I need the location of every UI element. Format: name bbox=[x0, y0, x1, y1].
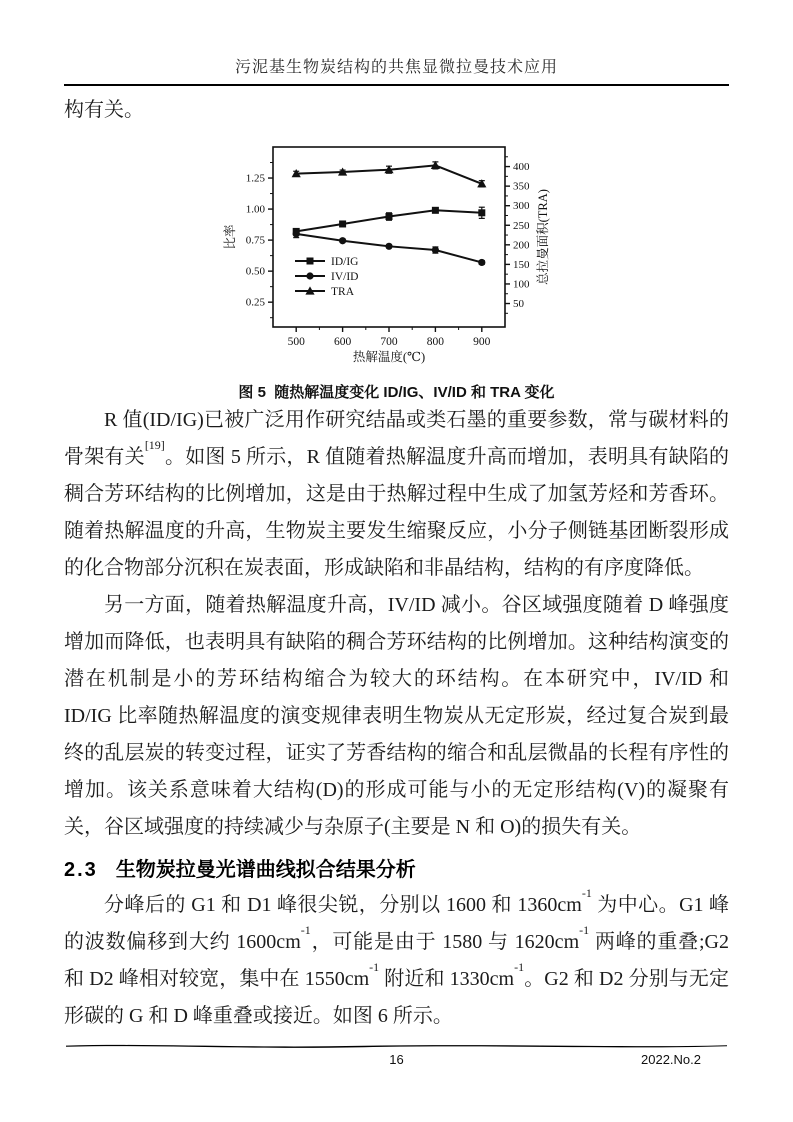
body-paragraphs-after-heading bbox=[64, 887, 729, 1035]
text-run: ，可能是由于 1580 与 1620cm bbox=[310, 931, 580, 953]
superscript: [19] bbox=[144, 437, 165, 452]
series-id-ig-marker bbox=[431, 207, 438, 214]
legend-tra-label: TRA bbox=[330, 286, 354, 298]
left-tick-label: 0.25 bbox=[245, 296, 265, 309]
legend-id-ig-label: ID/IG bbox=[330, 256, 358, 268]
right-tick-label: 100 bbox=[512, 278, 529, 291]
right-tick-label: 400 bbox=[512, 161, 529, 174]
legend-iv-id-label: IV/ID bbox=[330, 271, 358, 283]
x-tick-label: 500 bbox=[287, 336, 305, 348]
paragraph bbox=[64, 887, 729, 1035]
right-tick-label: 350 bbox=[512, 180, 529, 193]
superscript: -1 bbox=[369, 959, 380, 974]
text-run: 分峰后的 G1 和 D1 峰很尖锐，分别以 1600 和 1360cm bbox=[104, 894, 582, 916]
running-header-title: 污泥基生物炭结构的共焦显微拉曼技术应用 bbox=[234, 59, 558, 76]
right-tick-label: 250 bbox=[512, 219, 529, 232]
left-tick-label: 1.00 bbox=[245, 203, 265, 216]
body-paragraphs-before-heading bbox=[64, 402, 729, 846]
legend-iv-id-marker bbox=[306, 272, 313, 279]
text-run: 两峰的重叠;G2 和 D2 峰相对较宽，集中在 1550cm bbox=[64, 931, 729, 990]
y-axis-right-label: 总拉曼面积(TRA) bbox=[535, 189, 550, 285]
right-tick-label: 50 bbox=[512, 298, 524, 311]
paragraph bbox=[64, 402, 729, 587]
paragraph bbox=[64, 587, 729, 846]
x-tick-label: 800 bbox=[426, 336, 444, 348]
y-axis-left-label: 比率 bbox=[222, 224, 237, 250]
page-footer bbox=[64, 1042, 729, 1072]
text-run: R 值(ID/IG)已被广泛用作研究结晶或类石墨的重要参数，常与碳材料的骨架有关 bbox=[64, 409, 729, 468]
line-chart bbox=[221, 135, 573, 373]
section-heading bbox=[64, 853, 729, 882]
right-tick-label: 200 bbox=[512, 239, 529, 252]
superscript: -1 bbox=[300, 922, 311, 937]
page-number: 16 bbox=[389, 1052, 404, 1067]
section-number: 2.3 bbox=[64, 859, 98, 881]
text-run: 。G2 和 D2 分别与无定形碳的 G 和 D 峰重叠或接近。如图 6 所示。 bbox=[64, 968, 729, 1027]
x-tick-label: 900 bbox=[472, 336, 490, 348]
section-title: 生物炭拉曼光谱曲线拟合结果分析 bbox=[115, 859, 416, 881]
right-tick-label: 300 bbox=[512, 200, 529, 213]
text-run: 附近和 1330cm bbox=[379, 968, 515, 990]
series-id-ig-marker bbox=[478, 209, 485, 216]
series-iv-id-marker bbox=[292, 230, 299, 237]
x-tick-label: 600 bbox=[333, 336, 351, 348]
figure-5 bbox=[212, 135, 582, 402]
series-iv-id-marker bbox=[385, 243, 392, 250]
right-tick-label: 150 bbox=[512, 258, 529, 271]
series-iv-id-marker bbox=[431, 246, 438, 253]
x-tick-label: 700 bbox=[379, 336, 398, 348]
left-tick-label: 0.75 bbox=[245, 234, 265, 247]
series-iv-id-marker bbox=[478, 259, 485, 266]
page-content bbox=[64, 92, 729, 1035]
superscript: -1 bbox=[581, 885, 592, 900]
footer-text-row bbox=[64, 1052, 729, 1072]
footer-thick-rule bbox=[64, 1042, 729, 1050]
x-axis-label: 热解温度(℃) bbox=[352, 350, 425, 364]
text-run: 为中心。G1 峰的波数偏移到大约 1600cm bbox=[64, 894, 729, 953]
series-id-ig-marker bbox=[385, 213, 392, 220]
legend-id-ig-marker bbox=[306, 258, 313, 265]
series-iv-id-marker bbox=[339, 237, 346, 244]
superscript: -1 bbox=[579, 922, 590, 937]
figure-caption: 图 5 随热解温度变化 ID/IG、IV/ID 和 TRA 变化 bbox=[238, 384, 555, 401]
text-run: 另一方面，随着热解温度升高，IV/ID 减小。谷区域强度随着 D 峰强度增加而降低，也表明具有缺陷的稠合芳环结构的比例增加。这种结构演变的潜在机制是小的芳环结构缩合为较大的环结构。在本研究中，IV/ID 和 ID/IG 比率随热解温度的演变规律表明生物炭从无定形炭，经过复合炭到最终的乱层炭的转变过程，证实了芳香结构的缩合和乱层微晶的长程有序性的增加。该关系意味着大结构(D)的形成可能与小的无定形结构(V)的凝聚有关，谷区域强度的持续减少与杂原子(主要是 N 和 O)的损失有关。 bbox=[64, 594, 729, 838]
text-run: 。如图 5 所示，R 值随着热解温度升高而增加，表明具有缺陷的稠合芳环结构的比例增加，这是由于热解过程中生成了加氢芳烃和芳香环。随着热解温度的升高，生物炭主要发生缩聚反应，小分子侧链基团断裂形成的化合物部分沉积在炭表面，形成缺陷和非晶结构，结构的有序度降低。 bbox=[64, 446, 730, 579]
header-rule bbox=[64, 84, 729, 86]
left-tick-label: 1.25 bbox=[245, 172, 265, 185]
series-id-ig-marker bbox=[339, 220, 346, 227]
superscript: -1 bbox=[514, 959, 525, 974]
left-tick-label: 0.50 bbox=[245, 265, 265, 278]
issue-label: 2022.No.2 bbox=[641, 1052, 701, 1067]
intro-continuation-line: 构有关。 bbox=[64, 99, 144, 121]
